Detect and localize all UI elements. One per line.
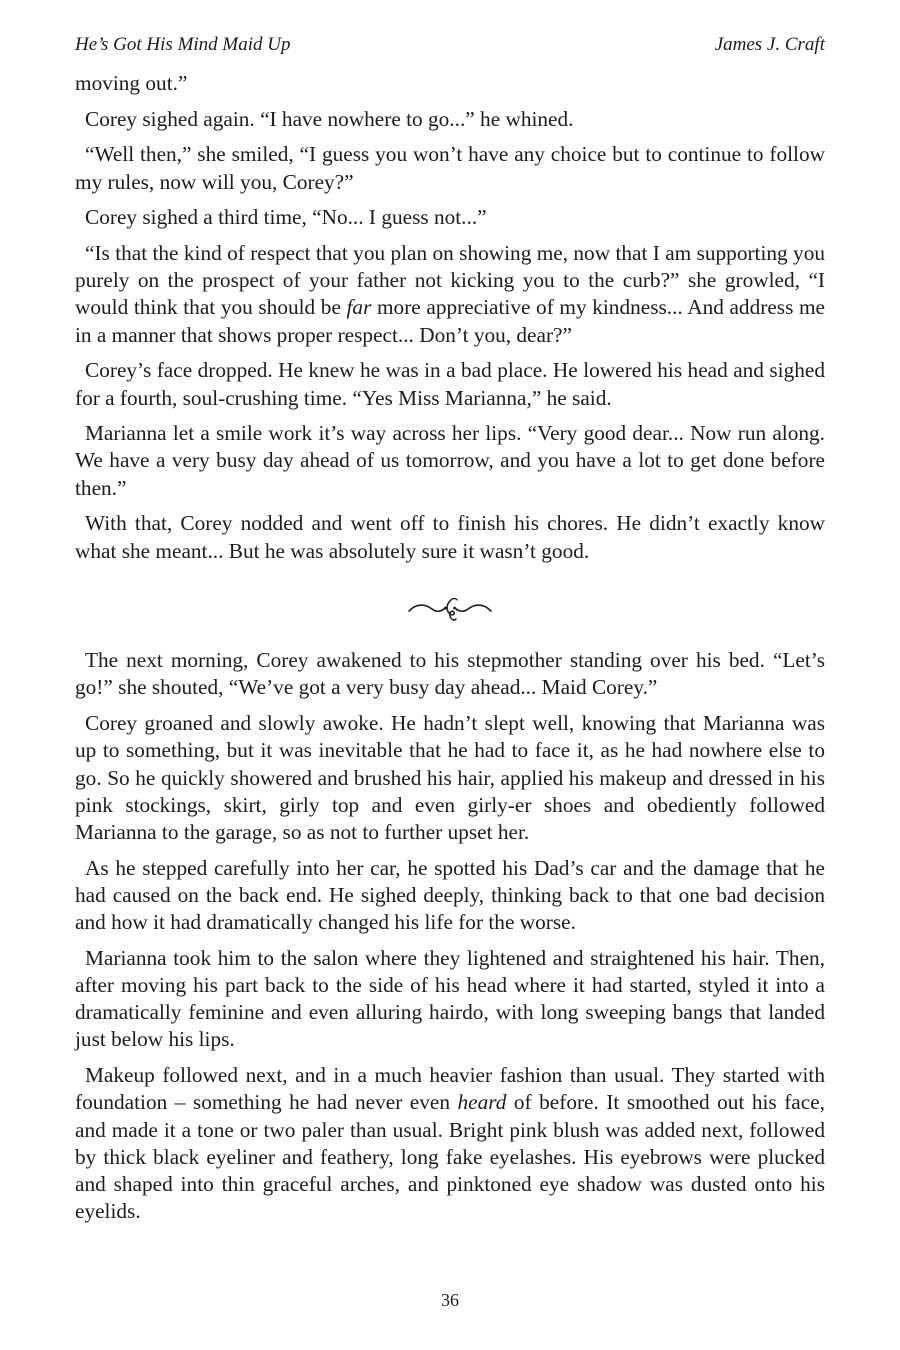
paragraph: Marianna let a smile work it’s way across her lips. “Very good dear... Now run along. We have a very busy day ahead of us tomorrow, and you have a lot to get done before then.”	[75, 421, 825, 500]
body-text	[75, 70, 825, 1234]
book-page	[75, 0, 825, 1350]
emphasis: heard	[457, 1090, 507, 1115]
emphasis: far	[346, 295, 372, 320]
paragraph: As he stepped carefully into her car, he spotted his Dad’s car and the damage that he had caused on the back end. He sighed deeply, thinking back to that one bad decision and how it had dramatically changed his life for the worse.	[75, 855, 825, 935]
paragraph-text: more appreciative of my kindness... And address me in a manner that shows proper respect... Don’t you, dear?”	[75, 295, 825, 347]
flourish-icon	[405, 595, 495, 625]
section-break-ornament	[75, 573, 825, 647]
paragraph: moving out.”	[75, 71, 188, 95]
paragraph-text: “Is that the kind of respect that you plan on showing me, now that I am supporting you purely on the prospect of your father not kicking you to the curb?” she growled, “I would think that you should be	[75, 241, 825, 320]
paragraph: Marianna took him to the salon where they lightened and straightened his hair. Then, after moving his part back to the side of his head where it had started, styled it into a dramatically feminine and even alluring hairdo, with long sweeping bangs that landed just below his lips.	[75, 945, 825, 1052]
paragraph	[75, 240, 825, 349]
running-header	[75, 34, 825, 58]
paragraph: With that, Corey nodded and went off to finish his chores. He didn’t exactly know what she meant... But he was absolutely sure it wasn’t good.	[75, 511, 825, 563]
page-number: 36	[441, 1290, 459, 1310]
paragraph	[75, 1062, 825, 1225]
paragraph-text: Makeup followed next, and in a much heavier fashion than usual. They started with foundation – something he had never even	[75, 1063, 825, 1115]
paragraph: Corey sighed again. “I have nowhere to go...” he whined.	[85, 106, 574, 131]
paragraph: Corey groaned and slowly awoke. He hadn’t slept well, knowing that Marianna was up to something, but it was inevitable that he had to face it, as he had nowhere else to go. So he quickly showered and brushed his hair, applied his makeup and dressed in his pink stockings, skirt, girly top and even girly-er shoes and obediently followed Marianna to the garage, so as not to further upset her.	[75, 711, 825, 844]
paragraph: “Well then,” she smiled, “I guess you won’t have any choice but to continue to follow my rules, now will you, Corey?”	[75, 142, 825, 194]
paragraph-text: of before. It smoothed out his face, and made it a tone or two paler than usual. Bright pink blush was added next, followed by thick black eyeliner and feathery, long fake eyelashes. His eyebrows were plucked and shaped into thin graceful arches, and pinktoned eye shadow was dusted onto his eyelids.	[75, 1090, 825, 1224]
paragraph: Corey sighed a third time, “No... I guess not...”	[85, 205, 487, 230]
paragraph: Corey’s face dropped. He knew he was in a bad place. He lowered his head and sighed for a fourth, soul-crushing time. “Yes Miss Marianna,” he said.	[75, 358, 825, 410]
paragraph: The next morning, Corey awakened to his stepmother standing over his bed. “Let’s go!” she shouted, “We’ve got a very busy day ahead... Maid Corey.”	[75, 648, 825, 700]
author-name: James J. Craft	[714, 34, 825, 55]
book-title: He’s Got His Mind Maid Up	[75, 34, 291, 55]
